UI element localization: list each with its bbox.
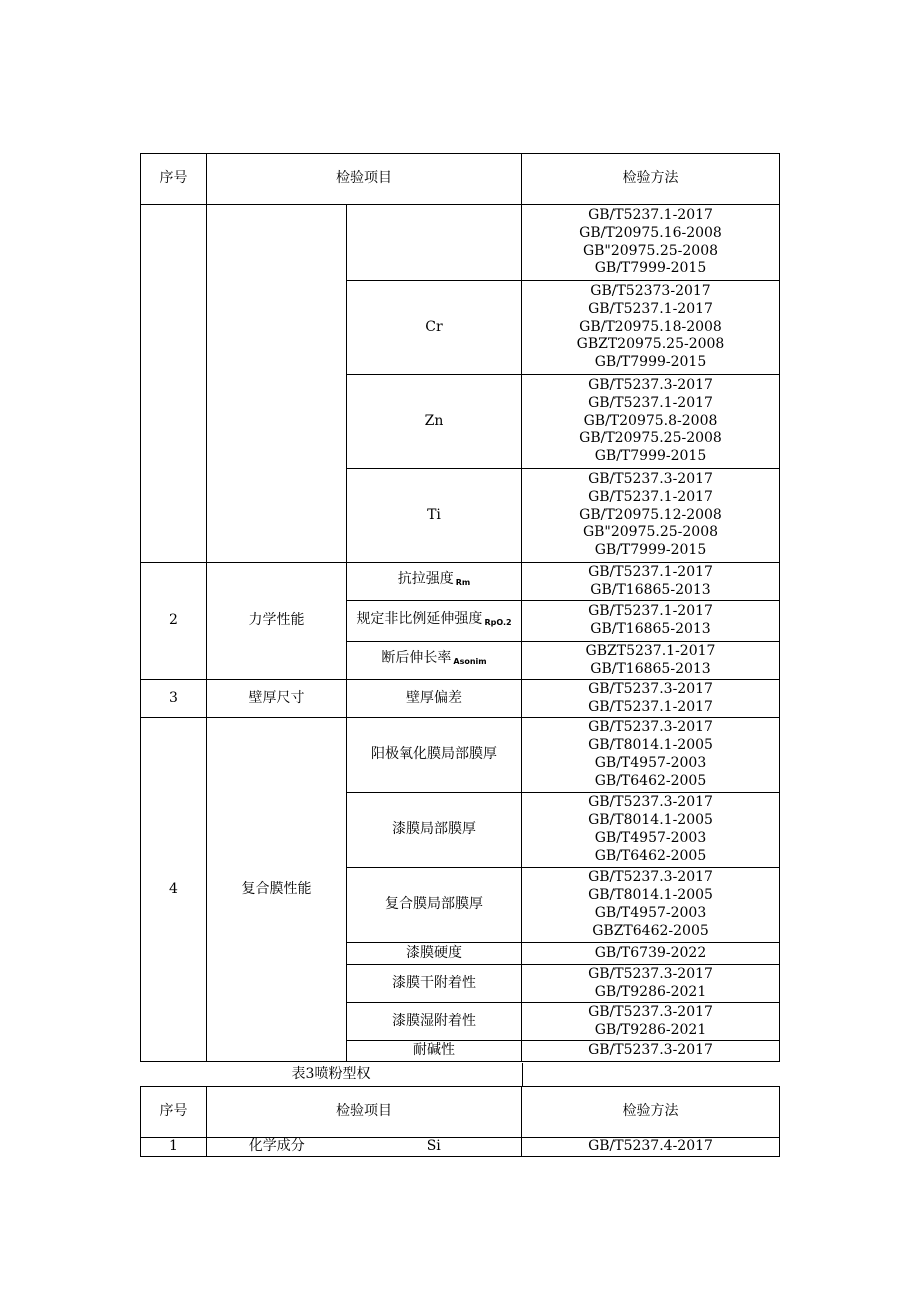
method-line: GB/T7999-2015: [594, 260, 707, 277]
item-group-cell: 力学性能: [207, 563, 347, 680]
item-cell: 漆膜干附着性: [347, 965, 522, 1003]
method-line: GB/T6462-2005: [594, 847, 707, 864]
method-line: GB/T20975.12-2008: [579, 506, 722, 523]
item-cell: 漆膜硬度: [347, 943, 522, 965]
method-line: GB/T5237.3-2017: [588, 869, 713, 886]
table-row: [141, 718, 780, 793]
table-3-caption: 表3喷粉型权: [291, 1066, 371, 1082]
method-line: GB/T5237.1-2017: [588, 563, 713, 580]
item-cell: 复合膜局部膜厚: [347, 868, 522, 943]
method-line: GB/T20975.18-2008: [579, 318, 722, 335]
method-line: GBZT20975.25-2008: [576, 336, 725, 353]
method-line: GB/T8014.1-2005: [588, 887, 713, 904]
method-line: GB/T9286-2021: [594, 1021, 707, 1038]
seq-cell: 3: [141, 680, 207, 718]
method-line: GB/T5237.3-2017: [588, 1042, 713, 1059]
method-line: GB/T20975.16-2008: [579, 224, 722, 241]
table-row: [141, 563, 780, 601]
element-cell: Cr: [347, 281, 522, 375]
table-row: [141, 1138, 780, 1157]
item-cell: [347, 642, 522, 680]
method-cell: GB/T5237.4-2017: [522, 1138, 780, 1157]
table-header-row: [141, 1087, 780, 1138]
method-cell: [522, 601, 780, 642]
element-cell: Si: [347, 1138, 522, 1157]
header-item: 检验项目: [207, 154, 522, 205]
method-line: GB/T5237.3-2017: [588, 719, 713, 736]
method-line: GB/T16865-2013: [590, 581, 711, 598]
element-cell: [347, 205, 522, 281]
method-line: GB/T7999-2015: [594, 542, 707, 559]
method-line: GB/T8014.1-2005: [588, 812, 713, 829]
item-subscript: Rm: [455, 578, 471, 588]
method-cell: [522, 943, 780, 965]
method-line: GB/T9286-2021: [594, 983, 707, 1000]
method-line: GB/T5237.1-2017: [588, 488, 713, 505]
item-subscript: Asonim: [453, 657, 487, 667]
method-line: GB/T7999-2015: [594, 354, 707, 371]
method-line: GB/T5237.3-2017: [588, 680, 713, 697]
method-line: GB/T5237.1-2017: [588, 394, 713, 411]
caption-divider: [522, 1063, 523, 1086]
method-line: GB/T5237.3-2017: [588, 377, 713, 393]
method-line: GB/T5237.3-2017: [588, 965, 713, 982]
item-cell: [347, 563, 522, 601]
method-cell: [522, 965, 780, 1003]
item-cell: [347, 601, 522, 642]
header-seq: 序号: [141, 154, 207, 205]
method-line: GB"20975.25-2008: [582, 524, 719, 541]
method-cell: [522, 793, 780, 868]
inspection-table-1: [140, 153, 780, 1062]
header-item: 检验项目: [207, 1087, 522, 1138]
method-line: GB/T16865-2013: [590, 660, 711, 677]
seq-cell: 2: [141, 563, 207, 680]
item-cell: 壁厚偏差: [347, 680, 522, 718]
method-cell: [522, 1041, 780, 1062]
element-cell: Zn: [347, 375, 522, 469]
method-cell: [522, 469, 780, 563]
seq-cell: 4: [141, 718, 207, 1062]
method-line: GB/T5237.3-2017: [588, 471, 713, 487]
method-line: GB/T5237.3-2017: [588, 1003, 713, 1020]
method-cell: [522, 868, 780, 943]
item-label: 抗拉强度: [397, 571, 454, 588]
method-cell: [522, 563, 780, 601]
item-group-cell: 化学成分: [207, 1138, 347, 1157]
item-cell: 耐碱性: [347, 1041, 522, 1062]
method-line: GB/T5237.1-2017: [588, 206, 713, 223]
method-line: GB/T5237.1-2017: [588, 603, 713, 620]
method-line: GBZT6462-2005: [592, 922, 709, 939]
method-line: GB/T5237.3-2017: [588, 794, 713, 811]
inspection-table-3: [140, 1086, 780, 1157]
method-cell: [522, 281, 780, 375]
method-line: GB/T20975.25-2008: [579, 430, 722, 447]
item-cell-empty: [207, 205, 347, 563]
method-cell: [522, 1003, 780, 1041]
method-line: GB/T4957-2003: [594, 905, 707, 921]
method-line: GB/T4957-2003: [594, 755, 707, 771]
method-line: GB/T5237.1-2017: [588, 300, 713, 317]
method-cell: [522, 642, 780, 680]
item-cell: 阳极氧化膜局部膜厚: [347, 718, 522, 793]
item-group-cell: 壁厚尺寸: [207, 680, 347, 718]
method-line: GB/T6462-2005: [594, 772, 707, 789]
method-line: GB/T20975.8-2008: [583, 412, 718, 429]
method-line: GB/T16865-2013: [590, 621, 711, 637]
seq-cell-empty: [141, 205, 207, 563]
item-label: 规定非比例延伸强度: [356, 610, 483, 627]
method-cell: [522, 375, 780, 469]
method-cell: [522, 680, 780, 718]
item-label: 断后伸长率: [381, 650, 452, 667]
header-seq: 序号: [141, 1087, 207, 1138]
item-subscript: RpO.2: [484, 617, 512, 627]
method-line: GB/T5237.1-2017: [588, 698, 713, 715]
method-line: GB/T7999-2015: [594, 448, 707, 465]
header-method: 检验方法: [522, 154, 780, 205]
table-row: [141, 680, 780, 718]
item-group-cell: 复合膜性能: [207, 718, 347, 1062]
method-line: GB/T8014.1-2005: [588, 737, 713, 754]
method-cell: [522, 718, 780, 793]
table-row: [141, 205, 780, 281]
table-header-row: [141, 154, 780, 205]
seq-cell: 1: [141, 1138, 207, 1157]
method-line: GB"20975.25-2008: [582, 242, 719, 259]
header-method: 检验方法: [522, 1087, 780, 1138]
method-line: GBZT5237.1-2017: [585, 642, 716, 659]
method-line: GB/T6739-2022: [594, 944, 707, 961]
method-line: GB/T52373-2017: [590, 283, 711, 299]
method-cell: [522, 205, 780, 281]
item-cell: 漆膜湿附着性: [347, 1003, 522, 1041]
method-line: GB/T4957-2003: [594, 830, 707, 846]
item-cell: 漆膜局部膜厚: [347, 793, 522, 868]
element-cell: Ti: [347, 469, 522, 563]
